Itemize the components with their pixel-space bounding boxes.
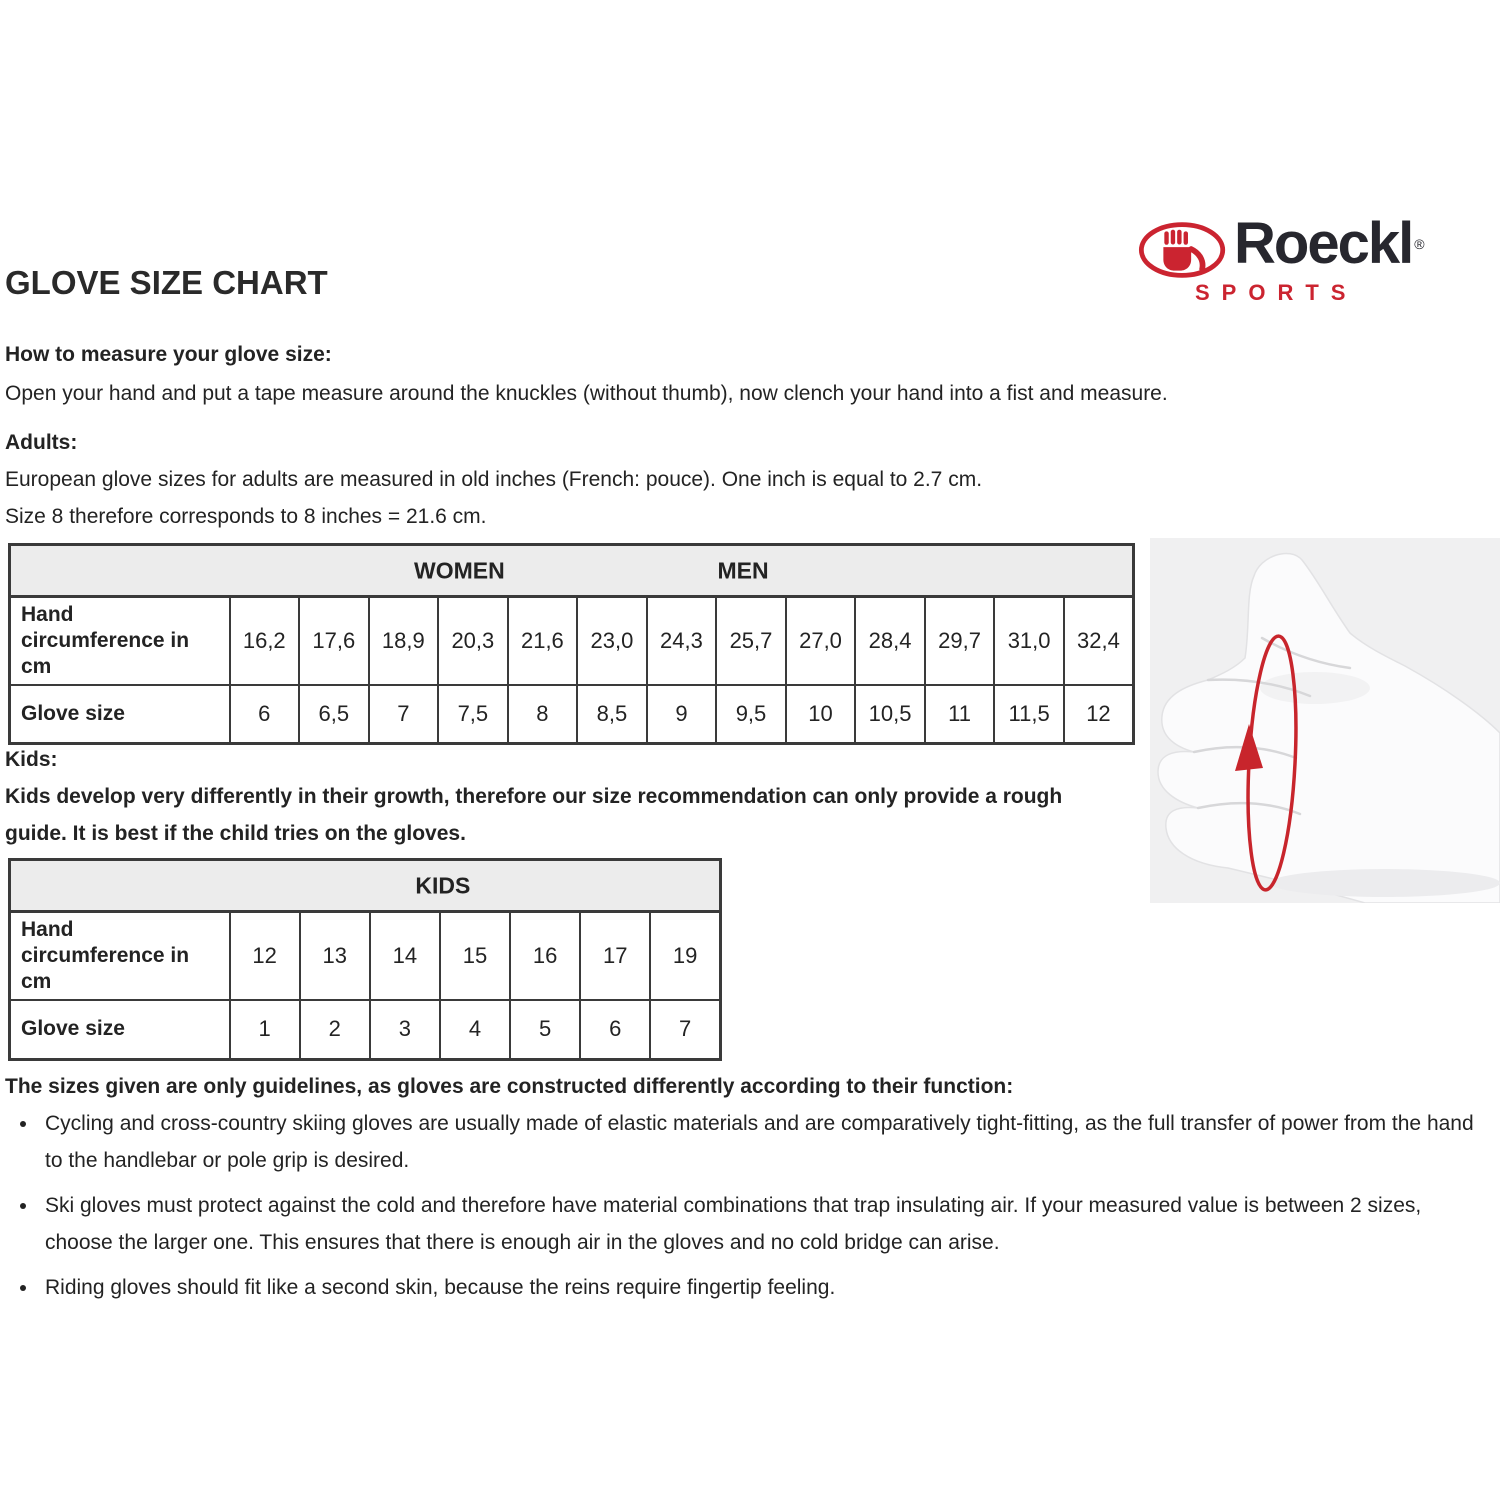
page-title: GLOVE SIZE CHART xyxy=(5,264,328,301)
table-cell: 6 xyxy=(230,685,300,743)
table-cell: 9,5 xyxy=(716,685,786,743)
table-cell: 2 xyxy=(300,1000,370,1059)
table-cell: 10 xyxy=(786,685,856,743)
kids-circumference-row xyxy=(10,912,721,1001)
table-cell: 15 xyxy=(440,912,510,1001)
hand-measurement-figure xyxy=(1150,538,1500,903)
table-cell: 4 xyxy=(440,1000,510,1059)
table-cell: 19 xyxy=(650,912,720,1001)
kids-group-header-cell xyxy=(10,860,721,912)
kids-text: Kids develop very differently in their growth, therefore our size recommendation can only provide a rough guide. It is best if the child tries on the gloves. xyxy=(5,785,1063,845)
kids-size-table xyxy=(8,858,722,1061)
table-cell: 6,5 xyxy=(299,685,369,743)
table-cell: 10,5 xyxy=(855,685,925,743)
guideline-item-riding: • Riding gloves should fit like a second skin, because the reins require fingertip feeling. xyxy=(39,1269,1475,1306)
kids-group-header-row xyxy=(10,860,721,912)
adults-circumference-row xyxy=(10,597,1134,686)
table-cell: 17,6 xyxy=(299,597,369,686)
guideline-item-cycling: • Cycling and cross-country skiing gloves are usually made of elastic materials and are comparatively tight-fitting, as the full transfer of power from the hand to the handlebar or pole grip is desired. xyxy=(39,1105,1475,1179)
table-cell: 11,5 xyxy=(994,685,1064,743)
guidelines-list xyxy=(13,1105,1475,1314)
table-cell: 3 xyxy=(370,1000,440,1059)
hand-illustration xyxy=(1150,538,1500,903)
adults-heading: Adults: xyxy=(5,431,78,454)
roeckl-wordmark xyxy=(1234,212,1425,276)
adults-text-line1: European glove sizes for adults are measured in old inches (French: pouce). One inch is equal to 2.7 cm. xyxy=(5,468,983,491)
kids-group-label: KIDS xyxy=(415,872,471,898)
roeckl-hand-oval-icon xyxy=(1138,221,1228,279)
table-cell: 11 xyxy=(925,685,995,743)
table-cell: 7 xyxy=(369,685,439,743)
women-group-label: WOMEN xyxy=(414,557,505,583)
table-cell: 1 xyxy=(230,1000,300,1059)
table-cell: 16,2 xyxy=(230,597,300,686)
table-cell: 5 xyxy=(510,1000,580,1059)
adults-group-header-row xyxy=(10,545,1134,597)
table-cell: 32,4 xyxy=(1064,597,1134,686)
measure-text: Open your hand and put a tape measure around the knuckles (without thumb), now clench your hand into a fist and measure. xyxy=(5,382,1168,405)
sports-wordmark: SPORTS xyxy=(1195,280,1358,305)
adults-text-line2: Size 8 therefore corresponds to 8 inches = 21.6 cm. xyxy=(5,505,487,528)
table-cell: 8 xyxy=(508,685,578,743)
roeckl-logo xyxy=(1138,211,1490,310)
table-cell: 7,5 xyxy=(438,685,508,743)
registered-mark: ® xyxy=(1414,236,1425,252)
table-cell: 18,9 xyxy=(369,597,439,686)
men-group-label: MEN xyxy=(717,557,769,583)
table-cell: 21,6 xyxy=(508,597,578,686)
table-cell: 29,7 xyxy=(925,597,995,686)
table-cell: 6 xyxy=(580,1000,650,1059)
table-cell: 12 xyxy=(1064,685,1134,743)
table-cell: 20,3 xyxy=(438,597,508,686)
table-cell: 31,0 xyxy=(994,597,1064,686)
table-cell: 28,4 xyxy=(855,597,925,686)
guidelines-heading: The sizes given are only guidelines, as gloves are constructed differently according to their function: xyxy=(5,1075,1014,1098)
brand-text: Roeckl xyxy=(1234,211,1413,276)
guideline-item-ski: • Ski gloves must protect against the cold and therefore have material combinations that trap insulating air. If your measured value is between 2 sizes, choose the larger one. This ensures that there is enough air in the gloves and no cold bridge can arise. xyxy=(39,1187,1475,1261)
table-cell: 12 xyxy=(230,912,300,1001)
measure-heading: How to measure your glove size: xyxy=(5,343,332,366)
table-cell: 7 xyxy=(650,1000,720,1059)
adults-size-table xyxy=(8,543,1135,745)
table-cell: 14 xyxy=(370,912,440,1001)
row-label-glove-size: Glove size xyxy=(10,1000,230,1059)
row-label-circumference: Hand circumference in cm xyxy=(10,912,230,1001)
table-cell: 17 xyxy=(580,912,650,1001)
adults-group-header-cell xyxy=(10,545,1134,597)
kids-heading: Kids: xyxy=(5,748,58,771)
table-cell: 16 xyxy=(510,912,580,1001)
row-label-circumference: Hand circumference in cm xyxy=(10,597,230,686)
kids-glove-size-row xyxy=(10,1000,721,1059)
adults-glove-size-row xyxy=(10,685,1134,743)
table-cell: 23,0 xyxy=(577,597,647,686)
table-cell: 25,7 xyxy=(716,597,786,686)
table-cell: 9 xyxy=(647,685,717,743)
table-cell: 27,0 xyxy=(786,597,856,686)
table-cell: 8,5 xyxy=(577,685,647,743)
table-cell: 13 xyxy=(300,912,370,1001)
row-label-glove-size: Glove size xyxy=(10,685,230,743)
table-cell: 24,3 xyxy=(647,597,717,686)
